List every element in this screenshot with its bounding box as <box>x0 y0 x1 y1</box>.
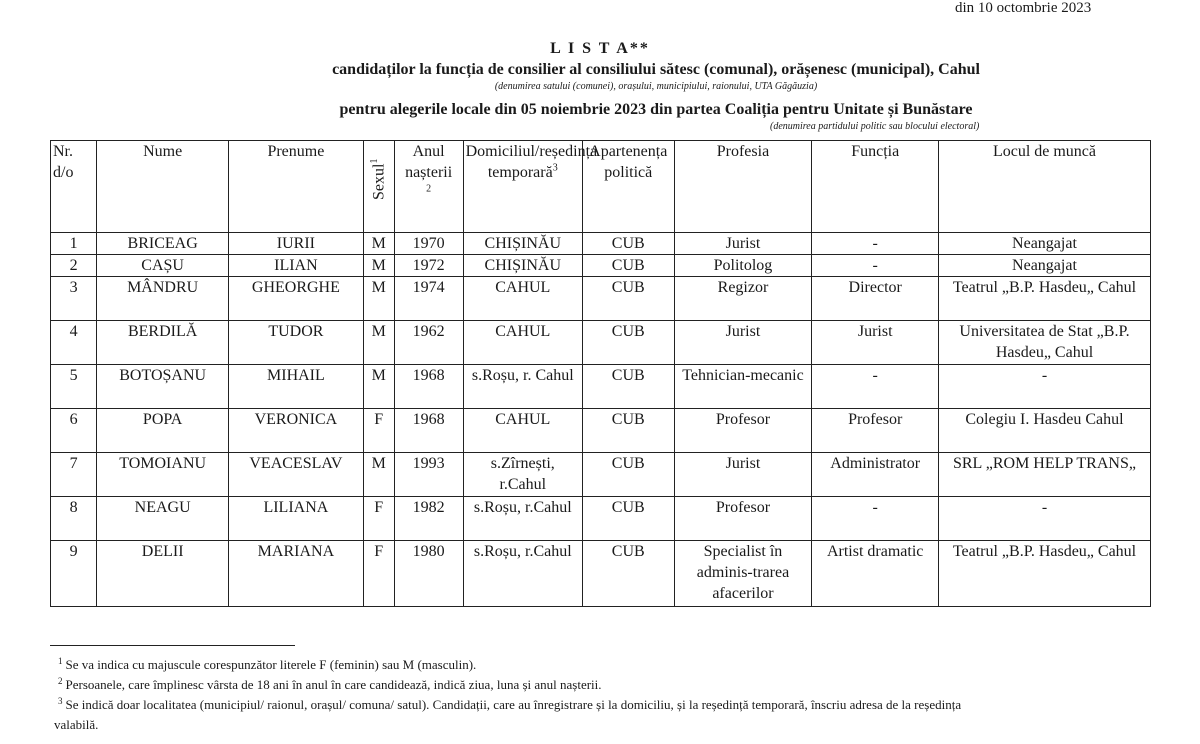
cell-prenume: LILIANA <box>229 497 364 541</box>
cell-locul: Neangajat <box>938 255 1150 277</box>
locality-note: (denumirea satului (comunei), orașului, municipiului, raionului, UTA Găgăuzia) <box>494 81 818 92</box>
cell-domiciliu: CAHUL <box>463 409 582 453</box>
cell-locul: Neangajat <box>938 233 1150 255</box>
cell-profesia: Jurist <box>674 233 812 255</box>
cell-sex: M <box>363 453 394 497</box>
header-sex <box>363 141 394 233</box>
cell-functia: Director <box>812 277 939 321</box>
header-locul: Locul de muncă <box>938 141 1150 233</box>
cell-nr: 1 <box>51 233 97 255</box>
cell-nr: 9 <box>51 541 97 607</box>
table-row <box>51 453 1151 497</box>
footnote-1 <box>58 657 476 673</box>
cell-domiciliu: CAHUL <box>463 277 582 321</box>
cell-domiciliu: s.Roșu, r.Cahul <box>463 497 582 541</box>
cell-profesia: Tehnician-mecanic <box>674 365 812 409</box>
table-row <box>51 365 1151 409</box>
cell-sex: M <box>363 321 394 365</box>
footnote-3-continued <box>54 717 98 733</box>
table-row <box>51 233 1151 255</box>
cell-prenume: ILIAN <box>229 255 364 277</box>
cell-domiciliu: CHIȘINĂU <box>463 233 582 255</box>
cell-domiciliu: s.Roșu, r.Cahul <box>463 541 582 607</box>
table-row <box>51 497 1151 541</box>
header-anul-label: Anul nașterii <box>405 143 453 181</box>
cell-nr: 5 <box>51 365 97 409</box>
header-prenume: Prenume <box>229 141 364 233</box>
header-anul <box>394 141 463 233</box>
cell-prenume: GHEORGHE <box>229 277 364 321</box>
footnote-3-continued-text: valabilă. <box>54 717 99 732</box>
candidates-table <box>50 140 1151 607</box>
cell-locul: Teatrul „B.P. Hasdeu„ Cahul <box>938 277 1150 321</box>
cell-locul: - <box>938 365 1150 409</box>
cell-nume: CAȘU <box>97 255 229 277</box>
cell-domiciliu: s.Zîrnești, r.Cahul <box>463 453 582 497</box>
cell-functia: Administrator <box>812 453 939 497</box>
cell-apartenenta: CUB <box>582 277 674 321</box>
cell-nr: 3 <box>51 277 97 321</box>
cell-apartenenta: CUB <box>582 541 674 607</box>
cell-prenume: TUDOR <box>229 321 364 365</box>
cell-apartenenta: CUB <box>582 255 674 277</box>
cell-anul: 1972 <box>394 255 463 277</box>
header-anul-sup: 2 <box>426 183 432 195</box>
header-nume: Nume <box>97 141 229 233</box>
cell-anul: 1962 <box>394 321 463 365</box>
cell-apartenenta: CUB <box>582 497 674 541</box>
footnote-2-text: Persoanele, care împlinesc vârsta de 18 ani în anul în care candidează, indică ziua, luna și anul nașterii. <box>65 677 602 692</box>
cell-apartenenta: CUB <box>582 453 674 497</box>
cell-domiciliu: CHIȘINĂU <box>463 255 582 277</box>
cell-functia: - <box>812 233 939 255</box>
cell-nume: BRICEAG <box>97 233 229 255</box>
cell-sex: F <box>363 497 394 541</box>
cell-anul: 1970 <box>394 233 463 255</box>
cell-nume: TOMOIANU <box>97 453 229 497</box>
cell-apartenenta: CUB <box>582 233 674 255</box>
cell-apartenenta: CUB <box>582 365 674 409</box>
cell-anul: 1980 <box>394 541 463 607</box>
cell-prenume: IURII <box>229 233 364 255</box>
cell-prenume: MIHAIL <box>229 365 364 409</box>
cell-locul: Universitatea de Stat „B.P. Hasdeu„ Cahul <box>938 321 1150 365</box>
cell-nume: BERDILĂ <box>97 321 229 365</box>
cell-nume: BOTOȘANU <box>97 365 229 409</box>
cell-sex: F <box>363 541 394 607</box>
document-date: din 10 octombrie 2023 <box>955 0 1092 16</box>
header-functia: Funcția <box>812 141 939 233</box>
cell-locul: SRL „ROM HELP TRANS„ <box>938 453 1150 497</box>
footnote-3 <box>58 697 961 713</box>
cell-prenume: VEACESLAV <box>229 453 364 497</box>
header-apartenenta: Apartenența politică <box>582 141 674 233</box>
cell-profesia: Jurist <box>674 321 812 365</box>
table-row <box>51 277 1151 321</box>
cell-nume: POPA <box>97 409 229 453</box>
cell-sex: M <box>363 365 394 409</box>
cell-profesia: Profesor <box>674 497 812 541</box>
document-subtitle: candidaților la funcția de consilier al consiliului sătesc (comunal), orășenesc (municipal), Cahul <box>332 61 980 78</box>
cell-locul: - <box>938 497 1150 541</box>
cell-sex: F <box>363 409 394 453</box>
cell-sex: M <box>363 277 394 321</box>
cell-nr: 6 <box>51 409 97 453</box>
cell-sex: M <box>363 255 394 277</box>
cell-anul: 1968 <box>394 409 463 453</box>
cell-profesia: Politolog <box>674 255 812 277</box>
cell-anul: 1993 <box>394 453 463 497</box>
table-header-row <box>51 141 1151 233</box>
cell-anul: 1974 <box>394 277 463 321</box>
footnote-divider <box>50 645 295 646</box>
cell-functia: - <box>812 365 939 409</box>
cell-prenume: VERONICA <box>229 409 364 453</box>
cell-nr: 4 <box>51 321 97 365</box>
document-title: L I S T A** <box>550 40 650 57</box>
cell-locul: Teatrul „B.P. Hasdeu„ Cahul <box>938 541 1150 607</box>
cell-nr: 2 <box>51 255 97 277</box>
party-note: (denumirea partidului politic sau blocului electoral) <box>770 121 980 132</box>
cell-profesia: Regizor <box>674 277 812 321</box>
table-row <box>51 255 1151 277</box>
cell-nume: DELII <box>97 541 229 607</box>
cell-sex: M <box>363 233 394 255</box>
footnote-3-text: Se indică doar localitatea (municipiul/ raionul, orașul/ comuna/ satul). Candidații, care au înregistrare și la domiciliu, și la reședință temporară, înscriu adresa de la reședința <box>65 697 962 712</box>
header-sex-sup: 1 <box>368 158 380 164</box>
cell-profesia: Specialist în adminis-trarea afacerilor <box>674 541 812 607</box>
cell-apartenenta: CUB <box>582 409 674 453</box>
header-sex-label: Sexul <box>370 163 388 200</box>
header-domiciliu-label: Domiciliul/reședința temporară <box>465 143 598 181</box>
cell-domiciliu: CAHUL <box>463 321 582 365</box>
election-subtitle: pentru alegerile locale din 05 noiembrie 2023 din partea Coaliția pentru Unitate și Bunăstare <box>339 101 973 118</box>
header-nr: Nr. d/o <box>51 141 97 233</box>
cell-profesia: Jurist <box>674 453 812 497</box>
table-row <box>51 321 1151 365</box>
table-row <box>51 409 1151 453</box>
cell-nr: 8 <box>51 497 97 541</box>
cell-profesia: Profesor <box>674 409 812 453</box>
cell-anul: 1982 <box>394 497 463 541</box>
cell-functia: - <box>812 497 939 541</box>
table-row <box>51 541 1151 607</box>
footnote-3-sup: 3 <box>58 695 63 706</box>
header-domiciliu <box>463 141 598 233</box>
header-profesia: Profesia <box>674 141 812 233</box>
cell-functia: Artist dramatic <box>812 541 939 607</box>
cell-nr: 7 <box>51 453 97 497</box>
cell-locul: Colegiu I. Hasdeu Cahul <box>938 409 1150 453</box>
cell-functia: Jurist <box>812 321 939 365</box>
footnote-2 <box>58 677 602 693</box>
cell-nume: MÂNDRU <box>97 277 229 321</box>
cell-functia: - <box>812 255 939 277</box>
footnote-1-sup: 1 <box>58 655 63 666</box>
cell-domiciliu: s.Roșu, r. Cahul <box>463 365 582 409</box>
cell-anul: 1968 <box>394 365 463 409</box>
cell-functia: Profesor <box>812 409 939 453</box>
footnote-2-sup: 2 <box>58 675 63 686</box>
footnote-1-text: Se va indica cu majuscule corespunzător literele F (feminin) sau M (masculin). <box>65 657 477 672</box>
cell-prenume: MARIANA <box>229 541 364 607</box>
cell-apartenenta: CUB <box>582 321 674 365</box>
header-domiciliu-sup: 3 <box>552 162 558 174</box>
cell-nume: NEAGU <box>97 497 229 541</box>
